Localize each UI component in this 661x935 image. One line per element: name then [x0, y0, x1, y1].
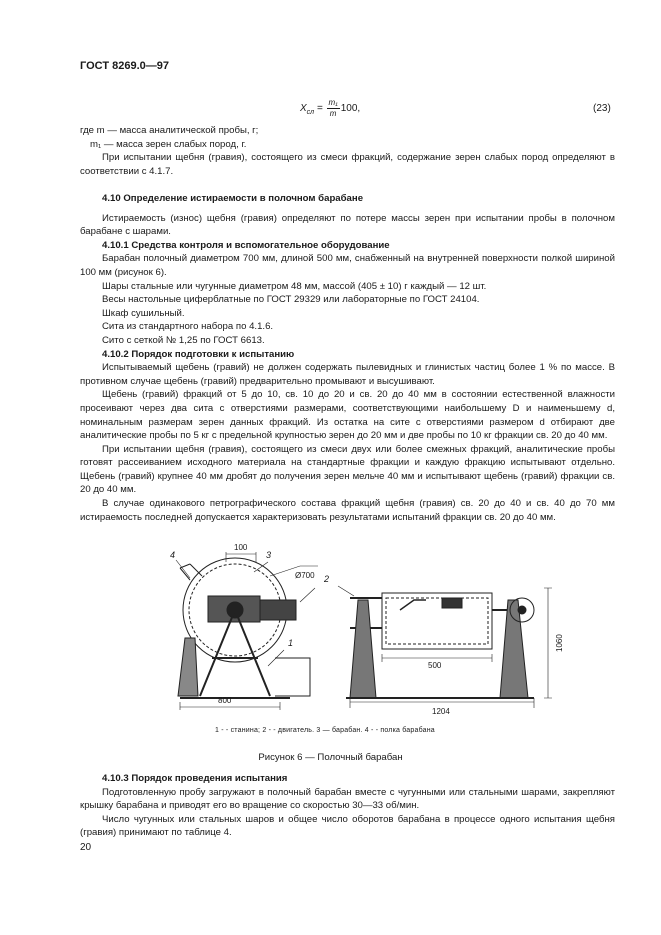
right-pedestal [500, 600, 528, 698]
label-4: 4 [170, 550, 176, 560]
label-3: 3 [266, 550, 272, 560]
paragraph: Истираемость (износ) щебня (гравия) определяют по потере массы зерен при испытании пробы в полочном барабане с шарами. [80, 212, 615, 238]
paragraph: При испытании щебня (гравия), состоящего из смеси фракций, содержание зерен слабых пород определяют в соответствии с 4.1.7. [80, 152, 615, 177]
equation-number: (23) [593, 103, 611, 114]
dim-500: 500 [428, 661, 442, 670]
where-line-1: где m — масса аналитической пробы, г; [80, 125, 259, 136]
section-heading: 4.10 Определение истираемости в полочном барабане [102, 193, 364, 204]
section-heading: 4.10.3 Порядок проведения испытания [102, 773, 288, 784]
page-number: 20 [80, 842, 92, 853]
paragraph: В случае одинакового петрографического состава фракций щебня (гравия) св. 20 до 40 и св. 40 до 70 мм истираемость последней допускается характеризовать результатами испытаний фракции св. 20 до 40 мм. [80, 498, 615, 523]
section-heading: 4.10.1 Средства контроля и вспомогательное оборудование [102, 239, 390, 251]
dim-800: 800 [218, 696, 232, 705]
dim-700: Ø700 [295, 571, 315, 580]
paragraph: При испытании щебня (гравия), состоящего из смеси двух или более смежных фракций, аналитические пробы готовят рассеиванием исходного материала на стандартные фракции и каждую фракцию испытывают отдельно. Щебень (гравий) крупнее 40 мм дробят до получения зерен мельче 40 мм и испытывают щебень (гравий) фракции св. 20 до 40 мм. [80, 443, 615, 496]
paragraph: Шары стальные или чугунные диаметром 48 мм, массой (405 ± 10) г каждый — 12 шт. [102, 280, 487, 292]
where-line-2: m₁ — масса зерен слабых пород, г. [90, 138, 247, 150]
paragraph: Подготовленную пробу загружают в полочный барабан вместе с чугунными или стальными шарами, закрепляют крышку барабана и приводят его во вращение со скоростью 30—33 об/мин. [80, 786, 615, 812]
left-pedestal [350, 600, 376, 698]
section-4-10 [80, 192, 615, 524]
paragraph: Щебень (гравий) фракций от 5 до 10, св. 10 до 20 и св. 20 до 40 мм в состоянии естественной влажности просеивают через два сита с отверстиями размерами, соответствующими наибольшему D и наименьшему d, номинальным размерам зерен данных фракций. Из остатка на сите с отверстиями размером d отбирают две аналитические пробы по 5 кг с предельной крупностью зерен до 20 мм и две пробы по 10 кг фракции св. 20 до 40 мм. [80, 389, 615, 442]
motor-2 [260, 600, 296, 620]
dim-100: 100 [234, 543, 248, 552]
paragraph: Сито с сеткой № 1,25 по ГОСТ 6613. [102, 334, 265, 346]
dim-1060: 1060 [555, 634, 564, 652]
formula-fraction: $\frac{\text{m₁}}{m}$ [328, 98, 338, 118]
paragraph: Весы настольные циферблатные по ГОСТ 29329 или лабораторные по ГОСТ 24104. [102, 294, 480, 306]
figure-drum-drawing [150, 538, 590, 718]
figure-caption: Рисунок 6 — Полочный барабан [258, 752, 403, 763]
paragraph: Сита из стандартного набора по 4.1.6. [102, 321, 274, 333]
section-4-10-3 [80, 772, 615, 840]
drum-front [382, 593, 492, 649]
section-heading: 4.10.2 Порядок подготовки к испытанию [102, 348, 295, 360]
dim-1204: 1204 [432, 707, 450, 716]
shelf-lid [180, 564, 202, 580]
block-where [80, 124, 615, 178]
motor-stand [275, 658, 310, 696]
paragraph: Барабан полочный диаметром 700 мм, длиной 500 мм, снабженный на внутренней поверхности полкой шириной 100 мм (рисунок 6). [80, 253, 615, 278]
stand-leg-left [178, 638, 198, 696]
stand-frame [200, 610, 270, 696]
paragraph: Число чугунных или стальных шаров и общее число оборотов барабана в процессе одного испытания щебня (гравия) принимают по таблице 4. [80, 813, 615, 839]
paragraph: Шкаф сушильный. [102, 307, 185, 319]
label-2: 2 [324, 574, 330, 584]
standard-header: ГОСТ 8269.0—97 [80, 60, 169, 72]
label-1: 1 [288, 638, 294, 648]
paragraph: Испытываемый щебень (гравий) не должен содержать пылевидных и глинистых частиц более 1 % по массе. В противном случае щебень (гравий) предварительно промывают и высушивают. [80, 362, 615, 387]
formula-23: $X_{сл}$ = $\frac{\text{m₁}}{m}$ 100, [300, 98, 361, 118]
figure-legend: 1 - - станина; 2 - - двигатель. 3 — барабан. 4 - - полка барабана [215, 727, 435, 734]
